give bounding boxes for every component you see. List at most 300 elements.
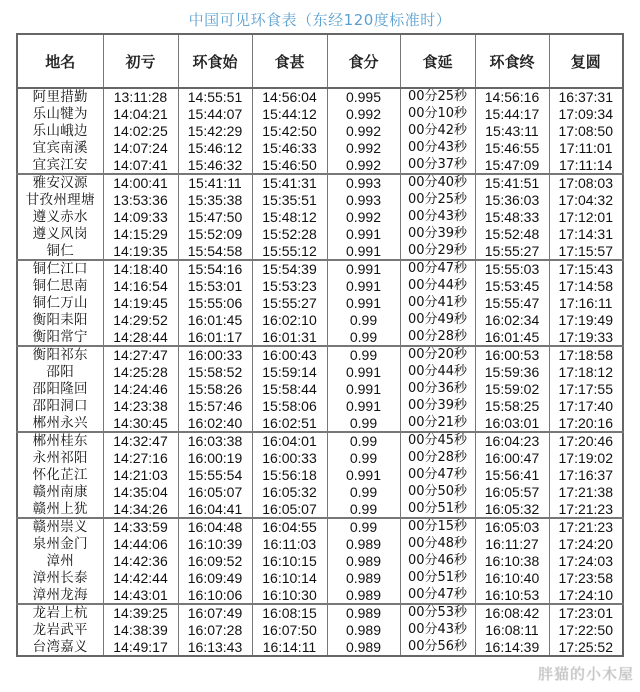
cell-annular-end: 16:01:45 — [475, 328, 549, 346]
cell-maximum: 15:46:50 — [252, 156, 327, 174]
cell-duration: 00分36秒 — [400, 381, 475, 398]
cell-first-contact: 14:27:16 — [103, 450, 178, 467]
eclipse-table — [16, 33, 624, 657]
cell-maximum: 16:07:50 — [252, 622, 327, 639]
cell-magnitude: 0.99 — [327, 328, 400, 346]
cell-last-contact: 17:21:23 — [549, 518, 623, 536]
table-row — [17, 295, 623, 312]
cell-location: 邵阳隆回 — [17, 381, 103, 398]
cell-maximum: 15:59:14 — [252, 364, 327, 381]
cell-location: 甘孜州理塘 — [17, 192, 103, 209]
cell-duration: 00分47秒 — [400, 260, 475, 278]
cell-last-contact: 17:24:03 — [549, 553, 623, 570]
cell-last-contact: 17:25:52 — [549, 639, 623, 657]
cell-annular-start: 16:04:48 — [178, 518, 252, 536]
cell-location: 铜仁思南 — [17, 278, 103, 295]
header-maximum: 食甚 — [252, 34, 327, 88]
cell-magnitude: 0.991 — [327, 467, 400, 484]
table-row — [17, 139, 623, 156]
table-row — [17, 364, 623, 381]
cell-annular-end: 16:05:03 — [475, 518, 549, 536]
cell-annular-start: 16:07:49 — [178, 604, 252, 622]
cell-duration: 00分15秒 — [400, 518, 475, 536]
cell-duration: 00分48秒 — [400, 536, 475, 553]
table-row — [17, 483, 623, 500]
cell-magnitude: 0.99 — [327, 432, 400, 450]
table-row — [17, 242, 623, 260]
cell-last-contact: 17:19:33 — [549, 328, 623, 346]
cell-annular-start: 15:42:29 — [178, 123, 252, 140]
cell-maximum: 16:02:51 — [252, 414, 327, 432]
cell-duration: 00分46秒 — [400, 553, 475, 570]
cell-first-contact: 14:19:45 — [103, 295, 178, 312]
table-row — [17, 450, 623, 467]
cell-first-contact: 14:38:39 — [103, 622, 178, 639]
cell-annular-end: 16:14:39 — [475, 639, 549, 657]
cell-annular-start: 15:54:58 — [178, 242, 252, 260]
cell-annular-end: 16:11:27 — [475, 536, 549, 553]
cell-magnitude: 0.995 — [327, 88, 400, 106]
cell-magnitude: 0.991 — [327, 295, 400, 312]
cell-duration: 00分51秒 — [400, 500, 475, 518]
cell-duration: 00分29秒 — [400, 242, 475, 260]
table-row — [17, 500, 623, 518]
cell-last-contact: 17:15:43 — [549, 260, 623, 278]
cell-maximum: 16:10:30 — [252, 586, 327, 604]
cell-maximum: 15:56:18 — [252, 467, 327, 484]
table-row — [17, 346, 623, 364]
header-annular-end: 环食终 — [475, 34, 549, 88]
cell-location: 漳州 — [17, 553, 103, 570]
cell-annular-start: 16:01:17 — [178, 328, 252, 346]
header-annular-start: 环食始 — [178, 34, 252, 88]
cell-first-contact: 14:32:47 — [103, 432, 178, 450]
table-body — [17, 88, 623, 656]
table-row — [17, 397, 623, 414]
cell-first-contact: 14:39:25 — [103, 604, 178, 622]
cell-maximum: 16:04:01 — [252, 432, 327, 450]
cell-annular-start: 15:41:11 — [178, 174, 252, 192]
cell-annular-end: 15:36:03 — [475, 192, 549, 209]
cell-location: 雅安汉源 — [17, 174, 103, 192]
cell-magnitude: 0.99 — [327, 450, 400, 467]
cell-duration: 00分21秒 — [400, 414, 475, 432]
cell-maximum: 15:42:50 — [252, 123, 327, 140]
cell-maximum: 16:11:03 — [252, 536, 327, 553]
cell-first-contact: 14:19:35 — [103, 242, 178, 260]
cell-location: 衡阳常宁 — [17, 328, 103, 346]
cell-annular-end: 16:00:53 — [475, 346, 549, 364]
cell-maximum: 16:01:31 — [252, 328, 327, 346]
cell-location: 铜仁万山 — [17, 295, 103, 312]
cell-maximum: 16:05:07 — [252, 500, 327, 518]
cell-last-contact: 17:20:46 — [549, 432, 623, 450]
cell-annular-start: 15:54:16 — [178, 260, 252, 278]
cell-annular-end: 16:10:53 — [475, 586, 549, 604]
watermark: 胖猫的小木屋 — [537, 665, 634, 683]
cell-last-contact: 17:08:03 — [549, 174, 623, 192]
table-row — [17, 586, 623, 604]
cell-annular-end: 15:41:51 — [475, 174, 549, 192]
cell-duration: 00分43秒 — [400, 622, 475, 639]
table-row — [17, 639, 623, 657]
table-row — [17, 569, 623, 586]
cell-duration: 00分40秒 — [400, 174, 475, 192]
cell-last-contact: 17:19:49 — [549, 311, 623, 328]
cell-annular-start: 16:10:06 — [178, 586, 252, 604]
cell-location: 铜仁江口 — [17, 260, 103, 278]
cell-location: 乐山犍为 — [17, 106, 103, 123]
cell-last-contact: 17:17:40 — [549, 397, 623, 414]
cell-annular-start: 15:53:01 — [178, 278, 252, 295]
cell-annular-start: 16:05:07 — [178, 483, 252, 500]
cell-maximum: 16:14:11 — [252, 639, 327, 657]
cell-annular-start: 15:47:50 — [178, 209, 252, 226]
cell-annular-end: 15:59:02 — [475, 381, 549, 398]
cell-annular-start: 16:09:52 — [178, 553, 252, 570]
cell-annular-end: 16:03:01 — [475, 414, 549, 432]
cell-location: 宜宾南溪 — [17, 139, 103, 156]
cell-annular-end: 15:55:27 — [475, 242, 549, 260]
cell-annular-start: 16:01:45 — [178, 311, 252, 328]
cell-location: 衡阳祁东 — [17, 346, 103, 364]
cell-maximum: 16:00:33 — [252, 450, 327, 467]
cell-magnitude: 0.989 — [327, 536, 400, 553]
cell-magnitude: 0.993 — [327, 192, 400, 209]
cell-maximum: 16:10:14 — [252, 569, 327, 586]
cell-annular-start: 16:09:49 — [178, 569, 252, 586]
cell-first-contact: 14:09:33 — [103, 209, 178, 226]
cell-location: 遵义赤水 — [17, 209, 103, 226]
cell-annular-start: 16:10:39 — [178, 536, 252, 553]
cell-maximum: 16:10:15 — [252, 553, 327, 570]
cell-magnitude: 0.989 — [327, 553, 400, 570]
header-duration: 食延 — [400, 34, 475, 88]
cell-duration: 00分41秒 — [400, 295, 475, 312]
cell-magnitude: 0.991 — [327, 225, 400, 242]
cell-first-contact: 13:11:28 — [103, 88, 178, 106]
cell-last-contact: 17:18:12 — [549, 364, 623, 381]
cell-maximum: 16:02:10 — [252, 311, 327, 328]
cell-location: 赣州上犹 — [17, 500, 103, 518]
cell-last-contact: 17:21:38 — [549, 483, 623, 500]
cell-magnitude: 0.992 — [327, 123, 400, 140]
cell-first-contact: 14:35:04 — [103, 483, 178, 500]
cell-last-contact: 17:17:55 — [549, 381, 623, 398]
cell-annular-start: 16:00:19 — [178, 450, 252, 467]
cell-magnitude: 0.992 — [327, 156, 400, 174]
cell-last-contact: 17:11:14 — [549, 156, 623, 174]
table-row — [17, 553, 623, 570]
cell-location: 漳州长泰 — [17, 569, 103, 586]
cell-first-contact: 13:53:36 — [103, 192, 178, 209]
cell-last-contact: 17:04:32 — [549, 192, 623, 209]
cell-location: 泉州金门 — [17, 536, 103, 553]
cell-last-contact: 17:24:10 — [549, 586, 623, 604]
table-row — [17, 467, 623, 484]
cell-magnitude: 0.989 — [327, 586, 400, 604]
cell-duration: 00分43秒 — [400, 139, 475, 156]
cell-first-contact: 14:33:59 — [103, 518, 178, 536]
cell-location: 遵义风岗 — [17, 225, 103, 242]
cell-annular-start: 15:55:06 — [178, 295, 252, 312]
header-first-contact: 初亏 — [103, 34, 178, 88]
cell-magnitude: 0.99 — [327, 311, 400, 328]
cell-magnitude: 0.99 — [327, 518, 400, 536]
table-row — [17, 225, 623, 242]
cell-duration: 00分42秒 — [400, 123, 475, 140]
cell-first-contact: 14:34:26 — [103, 500, 178, 518]
cell-first-contact: 14:23:38 — [103, 397, 178, 414]
cell-annular-start: 15:46:32 — [178, 156, 252, 174]
cell-annular-start: 16:13:43 — [178, 639, 252, 657]
table-header-row — [17, 34, 623, 88]
cell-first-contact: 14:28:44 — [103, 328, 178, 346]
cell-annular-end: 15:44:17 — [475, 106, 549, 123]
cell-annular-end: 16:02:34 — [475, 311, 549, 328]
cell-annular-end: 15:55:47 — [475, 295, 549, 312]
cell-location: 赣州南康 — [17, 483, 103, 500]
cell-first-contact: 14:04:21 — [103, 106, 178, 123]
cell-magnitude: 0.99 — [327, 346, 400, 364]
cell-duration: 00分10秒 — [400, 106, 475, 123]
cell-annular-start: 15:58:26 — [178, 381, 252, 398]
cell-annular-start: 16:07:28 — [178, 622, 252, 639]
cell-duration: 00分44秒 — [400, 278, 475, 295]
cell-magnitude: 0.993 — [327, 174, 400, 192]
cell-annular-end: 15:55:03 — [475, 260, 549, 278]
cell-maximum: 16:05:32 — [252, 483, 327, 500]
table-row — [17, 106, 623, 123]
cell-last-contact: 17:09:34 — [549, 106, 623, 123]
cell-magnitude: 0.991 — [327, 364, 400, 381]
cell-first-contact: 14:18:40 — [103, 260, 178, 278]
cell-magnitude: 0.99 — [327, 500, 400, 518]
cell-magnitude: 0.99 — [327, 414, 400, 432]
table-row — [17, 414, 623, 432]
cell-duration: 00分37秒 — [400, 156, 475, 174]
table-row — [17, 209, 623, 226]
cell-location: 台湾嘉义 — [17, 639, 103, 657]
cell-annular-end: 16:08:42 — [475, 604, 549, 622]
cell-first-contact: 14:24:46 — [103, 381, 178, 398]
cell-first-contact: 14:02:25 — [103, 123, 178, 140]
cell-first-contact: 14:42:44 — [103, 569, 178, 586]
cell-maximum: 15:58:44 — [252, 381, 327, 398]
table-row — [17, 328, 623, 346]
cell-location: 龙岩上杭 — [17, 604, 103, 622]
cell-magnitude: 0.989 — [327, 639, 400, 657]
table-row — [17, 156, 623, 174]
cell-first-contact: 14:15:29 — [103, 225, 178, 242]
cell-annular-end: 15:46:55 — [475, 139, 549, 156]
table-row — [17, 260, 623, 278]
cell-location: 漳州龙海 — [17, 586, 103, 604]
cell-maximum: 15:46:33 — [252, 139, 327, 156]
cell-last-contact: 17:11:01 — [549, 139, 623, 156]
cell-maximum: 15:35:51 — [252, 192, 327, 209]
cell-duration: 00分25秒 — [400, 192, 475, 209]
cell-last-contact: 17:20:16 — [549, 414, 623, 432]
cell-last-contact: 17:23:01 — [549, 604, 623, 622]
cell-maximum: 16:04:55 — [252, 518, 327, 536]
cell-first-contact: 14:42:36 — [103, 553, 178, 570]
cell-location: 郴州永兴 — [17, 414, 103, 432]
cell-duration: 00分28秒 — [400, 328, 475, 346]
cell-maximum: 15:53:23 — [252, 278, 327, 295]
cell-annular-start: 16:03:38 — [178, 432, 252, 450]
cell-last-contact: 17:23:58 — [549, 569, 623, 586]
table-row — [17, 123, 623, 140]
cell-magnitude: 0.99 — [327, 483, 400, 500]
cell-annular-end: 15:58:25 — [475, 397, 549, 414]
cell-last-contact: 16:37:31 — [549, 88, 623, 106]
cell-magnitude: 0.992 — [327, 106, 400, 123]
cell-annular-start: 15:44:07 — [178, 106, 252, 123]
cell-magnitude: 0.991 — [327, 397, 400, 414]
table-row — [17, 88, 623, 106]
cell-location: 铜仁 — [17, 242, 103, 260]
cell-maximum: 16:00:43 — [252, 346, 327, 364]
cell-magnitude: 0.991 — [327, 260, 400, 278]
cell-maximum: 15:48:12 — [252, 209, 327, 226]
cell-last-contact: 17:18:58 — [549, 346, 623, 364]
cell-duration: 00分25秒 — [400, 88, 475, 106]
cell-maximum: 15:58:06 — [252, 397, 327, 414]
cell-location: 乐山峨边 — [17, 123, 103, 140]
cell-magnitude: 0.989 — [327, 604, 400, 622]
cell-first-contact: 14:25:28 — [103, 364, 178, 381]
cell-annular-end: 15:47:09 — [475, 156, 549, 174]
cell-last-contact: 17:15:57 — [549, 242, 623, 260]
cell-annular-start: 15:55:54 — [178, 467, 252, 484]
cell-first-contact: 14:21:03 — [103, 467, 178, 484]
table-row — [17, 622, 623, 639]
cell-maximum: 15:41:31 — [252, 174, 327, 192]
cell-maximum: 15:55:12 — [252, 242, 327, 260]
table-row — [17, 536, 623, 553]
cell-magnitude: 0.991 — [327, 278, 400, 295]
cell-annular-end: 16:10:40 — [475, 569, 549, 586]
cell-first-contact: 14:44:06 — [103, 536, 178, 553]
cell-annular-end: 16:04:23 — [475, 432, 549, 450]
table-row — [17, 432, 623, 450]
cell-duration: 00分20秒 — [400, 346, 475, 364]
table-row — [17, 381, 623, 398]
cell-location: 邵阳洞口 — [17, 397, 103, 414]
cell-magnitude: 0.991 — [327, 381, 400, 398]
cell-magnitude: 0.992 — [327, 139, 400, 156]
cell-first-contact: 14:29:52 — [103, 311, 178, 328]
cell-last-contact: 17:08:50 — [549, 123, 623, 140]
cell-first-contact: 14:00:41 — [103, 174, 178, 192]
cell-annular-end: 15:43:11 — [475, 123, 549, 140]
cell-annular-end: 15:52:48 — [475, 225, 549, 242]
cell-annular-end: 16:10:38 — [475, 553, 549, 570]
table-row — [17, 278, 623, 295]
cell-duration: 00分51秒 — [400, 569, 475, 586]
cell-location: 衡阳耒阳 — [17, 311, 103, 328]
cell-duration: 00分43秒 — [400, 209, 475, 226]
cell-first-contact: 14:30:45 — [103, 414, 178, 432]
cell-duration: 00分45秒 — [400, 432, 475, 450]
cell-duration: 00分39秒 — [400, 397, 475, 414]
cell-first-contact: 14:49:17 — [103, 639, 178, 657]
table-row — [17, 311, 623, 328]
cell-location: 赣州崇义 — [17, 518, 103, 536]
cell-last-contact: 17:14:31 — [549, 225, 623, 242]
cell-location: 郴州桂东 — [17, 432, 103, 450]
cell-first-contact: 14:43:01 — [103, 586, 178, 604]
cell-annular-start: 14:55:51 — [178, 88, 252, 106]
cell-duration: 00分47秒 — [400, 467, 475, 484]
table-row — [17, 192, 623, 209]
cell-annular-end: 15:53:45 — [475, 278, 549, 295]
cell-duration: 00分49秒 — [400, 311, 475, 328]
header-location: 地名 — [17, 34, 103, 88]
cell-annular-end: 15:59:36 — [475, 364, 549, 381]
cell-last-contact: 17:22:50 — [549, 622, 623, 639]
cell-duration: 00分50秒 — [400, 483, 475, 500]
cell-location: 邵阳 — [17, 364, 103, 381]
cell-location: 宜宾江安 — [17, 156, 103, 174]
cell-magnitude: 0.991 — [327, 242, 400, 260]
cell-magnitude: 0.992 — [327, 209, 400, 226]
table-row — [17, 174, 623, 192]
cell-annular-start: 16:02:40 — [178, 414, 252, 432]
cell-annular-start: 15:35:38 — [178, 192, 252, 209]
cell-duration: 00分53秒 — [400, 604, 475, 622]
cell-last-contact: 17:14:58 — [549, 278, 623, 295]
cell-duration: 00分28秒 — [400, 450, 475, 467]
cell-duration: 00分47秒 — [400, 586, 475, 604]
cell-last-contact: 17:12:01 — [549, 209, 623, 226]
cell-first-contact: 14:07:41 — [103, 156, 178, 174]
cell-annular-start: 15:46:12 — [178, 139, 252, 156]
cell-duration: 00分56秒 — [400, 639, 475, 657]
cell-last-contact: 17:24:20 — [549, 536, 623, 553]
cell-annular-start: 15:58:52 — [178, 364, 252, 381]
cell-location: 怀化芷江 — [17, 467, 103, 484]
cell-annular-end: 15:48:33 — [475, 209, 549, 226]
cell-first-contact: 14:16:54 — [103, 278, 178, 295]
cell-annular-end: 14:56:16 — [475, 88, 549, 106]
cell-annular-start: 15:52:09 — [178, 225, 252, 242]
table-row — [17, 604, 623, 622]
header-magnitude: 食分 — [327, 34, 400, 88]
cell-maximum: 15:54:39 — [252, 260, 327, 278]
cell-annular-end: 16:08:11 — [475, 622, 549, 639]
cell-annular-start: 16:00:33 — [178, 346, 252, 364]
table-row — [17, 518, 623, 536]
cell-duration: 00分44秒 — [400, 364, 475, 381]
cell-location: 阿里措勤 — [17, 88, 103, 106]
cell-maximum: 14:56:04 — [252, 88, 327, 106]
cell-annular-start: 15:57:46 — [178, 397, 252, 414]
cell-magnitude: 0.989 — [327, 622, 400, 639]
cell-last-contact: 17:16:11 — [549, 295, 623, 312]
cell-last-contact: 17:21:23 — [549, 500, 623, 518]
cell-first-contact: 14:27:47 — [103, 346, 178, 364]
cell-annular-end: 15:56:41 — [475, 467, 549, 484]
cell-location: 龙岩武平 — [17, 622, 103, 639]
cell-location: 永州祁阳 — [17, 450, 103, 467]
cell-annular-start: 16:04:41 — [178, 500, 252, 518]
cell-maximum: 15:52:28 — [252, 225, 327, 242]
cell-magnitude: 0.989 — [327, 569, 400, 586]
cell-maximum: 15:55:27 — [252, 295, 327, 312]
cell-maximum: 15:44:12 — [252, 106, 327, 123]
